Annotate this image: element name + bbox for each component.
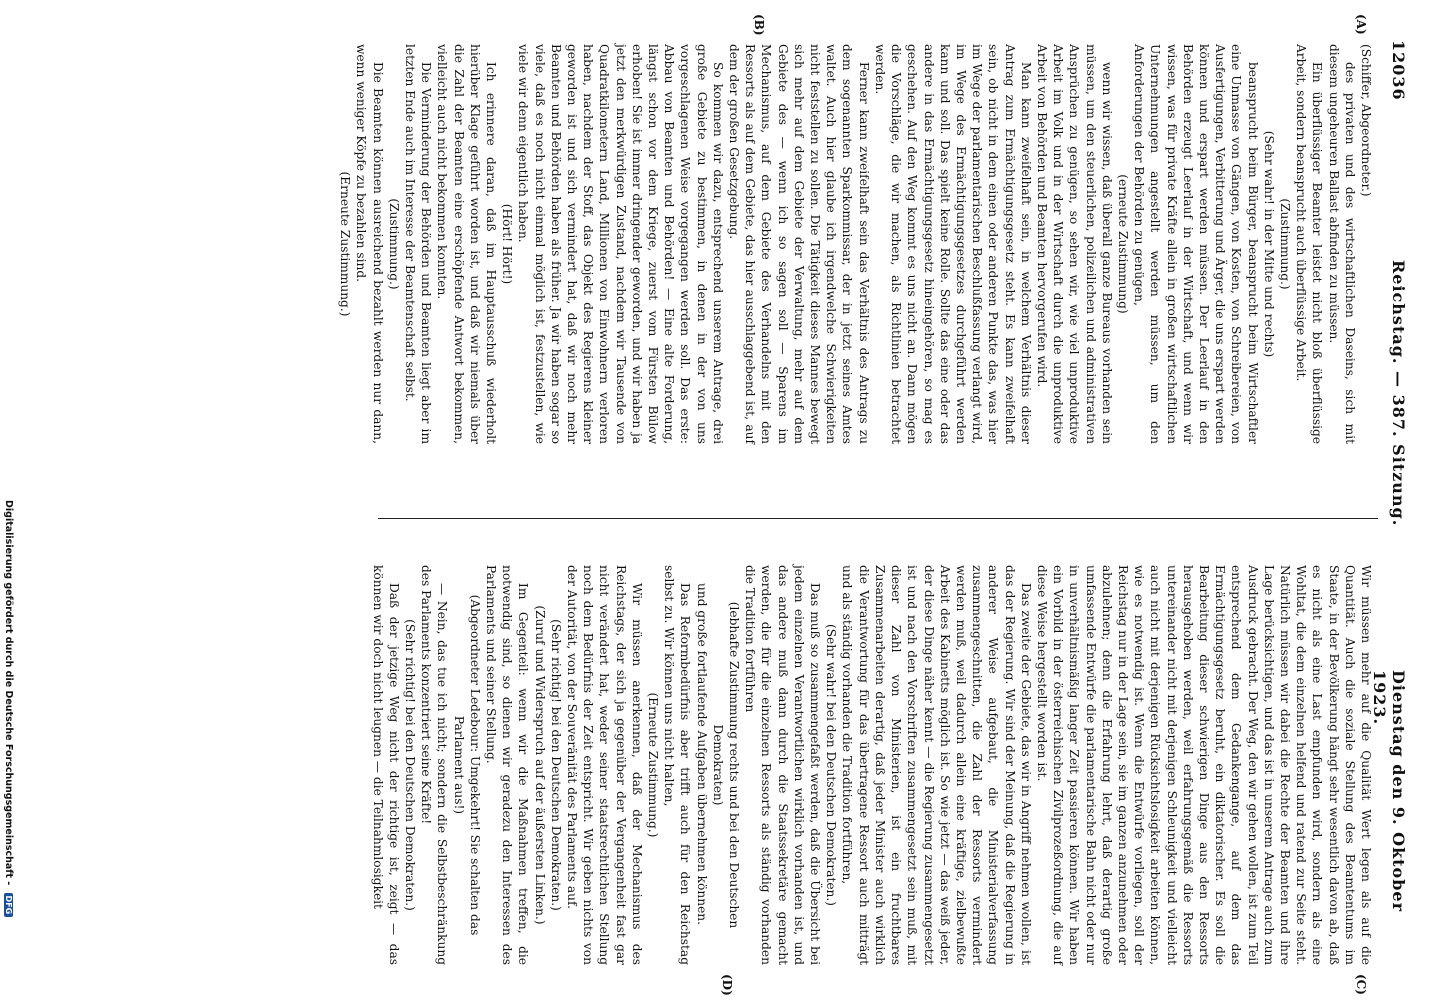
paragraph: wenn wir wissen, daß überall ganze Bureaus vorhanden sein müssen, um den steuerlichen, polizeilichen und administrativen Ansprüchen zu genügen, so sehen wir, wie viel unproduktive Arbeit im Volk und in der Wirtschaft durch die unproduktive Arbeit von Behörden und Beamten hervorgerufen wird. — [1034, 44, 1114, 444]
paragraph: (Abgeordneter Ledebour: Umgekehrt! Sie schalten das Parlament aus!) — [451, 594, 482, 936]
paragraph: Die Verminderung der Behörden und Beamten liegt aber im letzten Ende auch im Interesse der Beamtenschaft selbst. — [403, 44, 434, 444]
paragraph: (Erneute Zustimmung.) — [338, 171, 353, 317]
digitization-credit — [0, 500, 14, 980]
paragraph: Man kann zweifelhaft sein, in welchem Verhältnis dieser Antrag zum Ermächtigungsgesetz steht. Es kann zweifelhaft sein, ob nicht in dem einen oder anderen Punkte das, was hier im Wege der parlamentarischen Beschlußfassung verlangt wird, im Wege des Ermächtigungsgesetzes durchgeführt werden kann und soll. Das spielt keine Rolle. Sollte das eine oder das andere in das Ermächtigungsgesetz hineingehören, so mag es geschehen. Auf den Weg kommt es uns nicht an. Dann mögen die Vorschläge, die wir machen, als Richtlinien betrachtet werden. — [872, 44, 1033, 444]
paragraph: Ferner kann zweifelhaft sein das Verhältnis des Antrags zu dem sogenannten Sparkommissar, der in jetzt seines Amtes waltet. Auch hier glaube ich irgendwelche Schwierigkeiten nicht feststellen zu sollen. Die Tätigkeit dieses Mannes bewegt sich mehr auf dem Gebiete der Verwaltung, mehr auf dem Gebiete des — wenn ich so sagen soll — Sparens im Mechanismus, auf dem Gebiete des Verhandelns mit den Ressorts als auf dem Gebiete, das hier ausschlaggebend ist, auf dem der großen Gesetzgebung. — [727, 44, 871, 444]
paragraph: (Zustimmung.) — [1277, 198, 1292, 290]
paragraph: (Hört! Hört!) — [500, 203, 515, 285]
paragraph: Ein überflüssiger Beamter leistet nicht bloß überflüssige Arbeit, sondern beansprucht auch überflüssige Arbeit. — [1294, 44, 1325, 444]
paragraph: (Zuruf und Widerspruch auf der äußersten Linken.) — [532, 605, 547, 925]
paragraph: beansprucht beim Bürger, beansprucht beim Wirtschaftler eine Unmasse von Gängen, von Kosten, von Schreibereien, von Ausfertigungen, Verbitterung und Ärger, die uns erspart werden können und erspart werden müssen. Der Leerlauf in den Behörden erzeugt Leerlauf in der Wirtschaft, und wenn wir wissen, was für private Kräfte allein in großen wirtschaftlichen Unternehmungen angestellt werden müssen, um den Anforderungen der Behörden zu genügen, — [1132, 44, 1260, 444]
left-column — [337, 44, 1374, 444]
paragraph: Im Gegenteil: wenn wir die Maßnahmen treffen, die notwendig sind, so dienen wir geradezu den Interessen des Parlaments und seiner Stellung. — [484, 565, 531, 965]
page-title: Reichstag. — 387. Sitzung. — [1389, 260, 1408, 527]
margin-marker-d: (D) — [720, 974, 734, 996]
paragraph: Wir müssen mehr auf die Qualität Wert legen als auf die Quantität. Auch die soziale Stellung des Beamtentums im Staate, in der Bevölkerung hängt sehr wesentlich davon ab, daß es nicht als eine Last empfunden wird, sondern als eine Wohltat, die dem einzelnen helfend und ratend zur Seite steht. Natürlich müssen wir dabei die Rechte der Beamten und ihre Lage berücksichtigen, und das ist in unserem Antrage auch zum Ausdruck gebracht. Der Weg, den wir gehen wollen, ist zum Teil entsprechend dem Gedankengange, auf dem das Ermächtigungsgesetz beruht, ein diktatorischer. Es soll die Bearbeitung dieser schwierigen Dinge aus den Ressorts herausgehoben werden, weil erfahrungsgemäß die Ressorts untereinander nicht mit derjenigen Schleunigkeit und vielleicht auch nicht mit derjenigen Rücksichtslosigkeit arbeiten können, wie es notwendig ist. Wenn die Entwürfe vorliegen, soll der Reichstag nur in der Lage sein, sie im ganzen anzunehmen oder abzulehnen; denn die Erfahrung lehrt, daß derartig große umfassende Entwürfe die parlamentarische Bahn nicht oder nur in unverhältnismäßig langer Zeit passieren können. Wir haben ein Vorbild in der österreichischen Zivilprozeßordnung, die auf diese Weise hergestellt worden ist. — [1034, 565, 1373, 965]
paragraph: Das Reformbedürfnis aber trifft auch für den Reichstag selbst zu. Wir können uns nicht halten, — [662, 565, 693, 965]
paragraph: und große fortlaufende Aufgaben übernehmen können. — [694, 583, 709, 926]
paragraph: Ich erinnere daran, daß im Hauptausschuß wiederholt hierüber Klage geführt worden ist, und daß wir niemals über die Zahl der Beamten eine erschöpfende Antwort bekommen, vielleicht auch nicht bekommen konnten. — [435, 44, 499, 444]
page-header — [1370, 30, 1414, 970]
paragraph: des privaten und des wirtschaftlichen Daseins, sich mit diesem ungeheuren Ballast abfinden zu müssen. — [1326, 44, 1357, 444]
dfg-logo: DFG — [4, 893, 13, 918]
right-column — [369, 565, 1374, 965]
paragraph: Das zweite der Gebiete, das wir in Angriff nehmen wollen, ist das der Regierung. Wir sind der Meinung, daß die Regierung in anderer Weise aufgebaut, die Ministerialverfassung zusammengeschnitten, die Zahl der Ressorts vermindert werden muß, weil dadurch allein eine kräftige, zielbewußte Arbeit des Kabinetts möglich ist. So wie jetzt — das weiß jeder, der diese Dinge näher kennt — die Regierung zusammengesetzt ist und nach den Vorschriften zusammengesetzt sein muß, mit dieser Zahl von Ministerien, ist ein fruchtbares Zusammenarbeiten derartig, daß jeder Minister auch wirklich die Verantwortung für das übertragene Ressort auch mitträgt und als ständig vorhanden die Tradition fortführen, — [840, 565, 1033, 965]
page-number: 12036 — [1389, 40, 1408, 101]
paragraph: (Sehr wahr! bei den Deutschen Demokraten.) — [824, 623, 839, 907]
page-date: Dienstag den 9. Oktober 1923. — [1370, 670, 1408, 913]
paragraph: (Erneute Zustimmung.) — [646, 692, 661, 838]
credit-text: Digitalisierung gefördert durch die Deutsche Forschungsgemeinschaft - — [3, 500, 14, 886]
paragraph: — Nein, das tue ich nicht; sondern die Selbstbeschränkung des Parlaments konzentriert seine Kräfte! — [419, 565, 450, 965]
paragraph: (lebhafte Zustimmung rechts und bei den Deutschen Demokraten) — [710, 601, 742, 929]
paragraph: (Sehr richtig! bei den Deutschen Demokraten.) — [548, 619, 563, 911]
margin-marker-c: (C) — [1354, 974, 1368, 995]
paragraph: (erneute Zustimmung) — [1115, 174, 1130, 314]
paragraph: Die Beamten können ausreichend bezahlt werden nur dann, wenn weniger Köpfe zu bezahlen sind. — [354, 44, 385, 444]
column-divider — [378, 518, 1378, 519]
paragraph: (Sehr wahr! in der Mitte und rechts) — [1261, 130, 1276, 358]
margin-marker-b: (B) — [752, 14, 766, 36]
paragraph: (Sehr richtig! bei den Deutschen Demokraten.) — [403, 619, 418, 911]
paragraph: So kommen wir dazu, entsprechend unserem Antrage, drei große Gebiete zu bestimmen, in denen in der von uns vorgeschlagenen Weise vorgegangen werden soll. Das erste: Abbau von Beamten und Behörden! — Eine alte Forderung, längst schon vor dem Kriege, zuerst vom Fürsten Bülow erhoben! Sie ist immer dringender geworden, und wir haben ja jetzt den merkwürdigen Zustand, nachdem wir Tausende von Quadratkilometern Land, Millionen von Einwohnern verloren haben, nachdem der Stoff, das Objekt des Regierens kleiner geworden ist und sich vermindert hat, daß wir noch mehr Beamten und Behörden haben als früher. Ja wir haben sogar so viele, daß es noch nicht einmal möglich ist, festzustellen, wie viele wir denn eigentlich haben. — [516, 44, 725, 444]
margin-marker-a: (A) — [1354, 14, 1368, 35]
paragraph: Wir müssen anerkennen, daß der Mechanismus des Reichstags, der sich ja gegenüber der Vergangenheit fast gar nicht verändert hat, weder seiner staatsrechtlichen Stellung noch dem Bedürfnis der Zeit entspricht. Wir geben nichts von der Autorität, von der Souveränität des Parlaments auf. — [565, 565, 644, 965]
paragraph: (Zustimmung.) — [386, 198, 401, 290]
paragraph: (Schiffer, Abgeordneter.) — [1359, 44, 1373, 197]
paragraph: Das muß so zusammengefaßt werden, daß die Übersicht bei jedem einzelnen Verantwortlichen wirklich vorhanden ist, und das andere muß dann durch die Staatssekretäre gemacht werden, die für die einzelnen Ressorts als ständig vorhanden die Tradition fortführen — [743, 565, 823, 965]
paragraph: Daß der jetzige Weg nicht der richtige ist, zeigt — das können wir doch nicht leugnen — die Teilnahmlosigkeit — [370, 565, 401, 965]
